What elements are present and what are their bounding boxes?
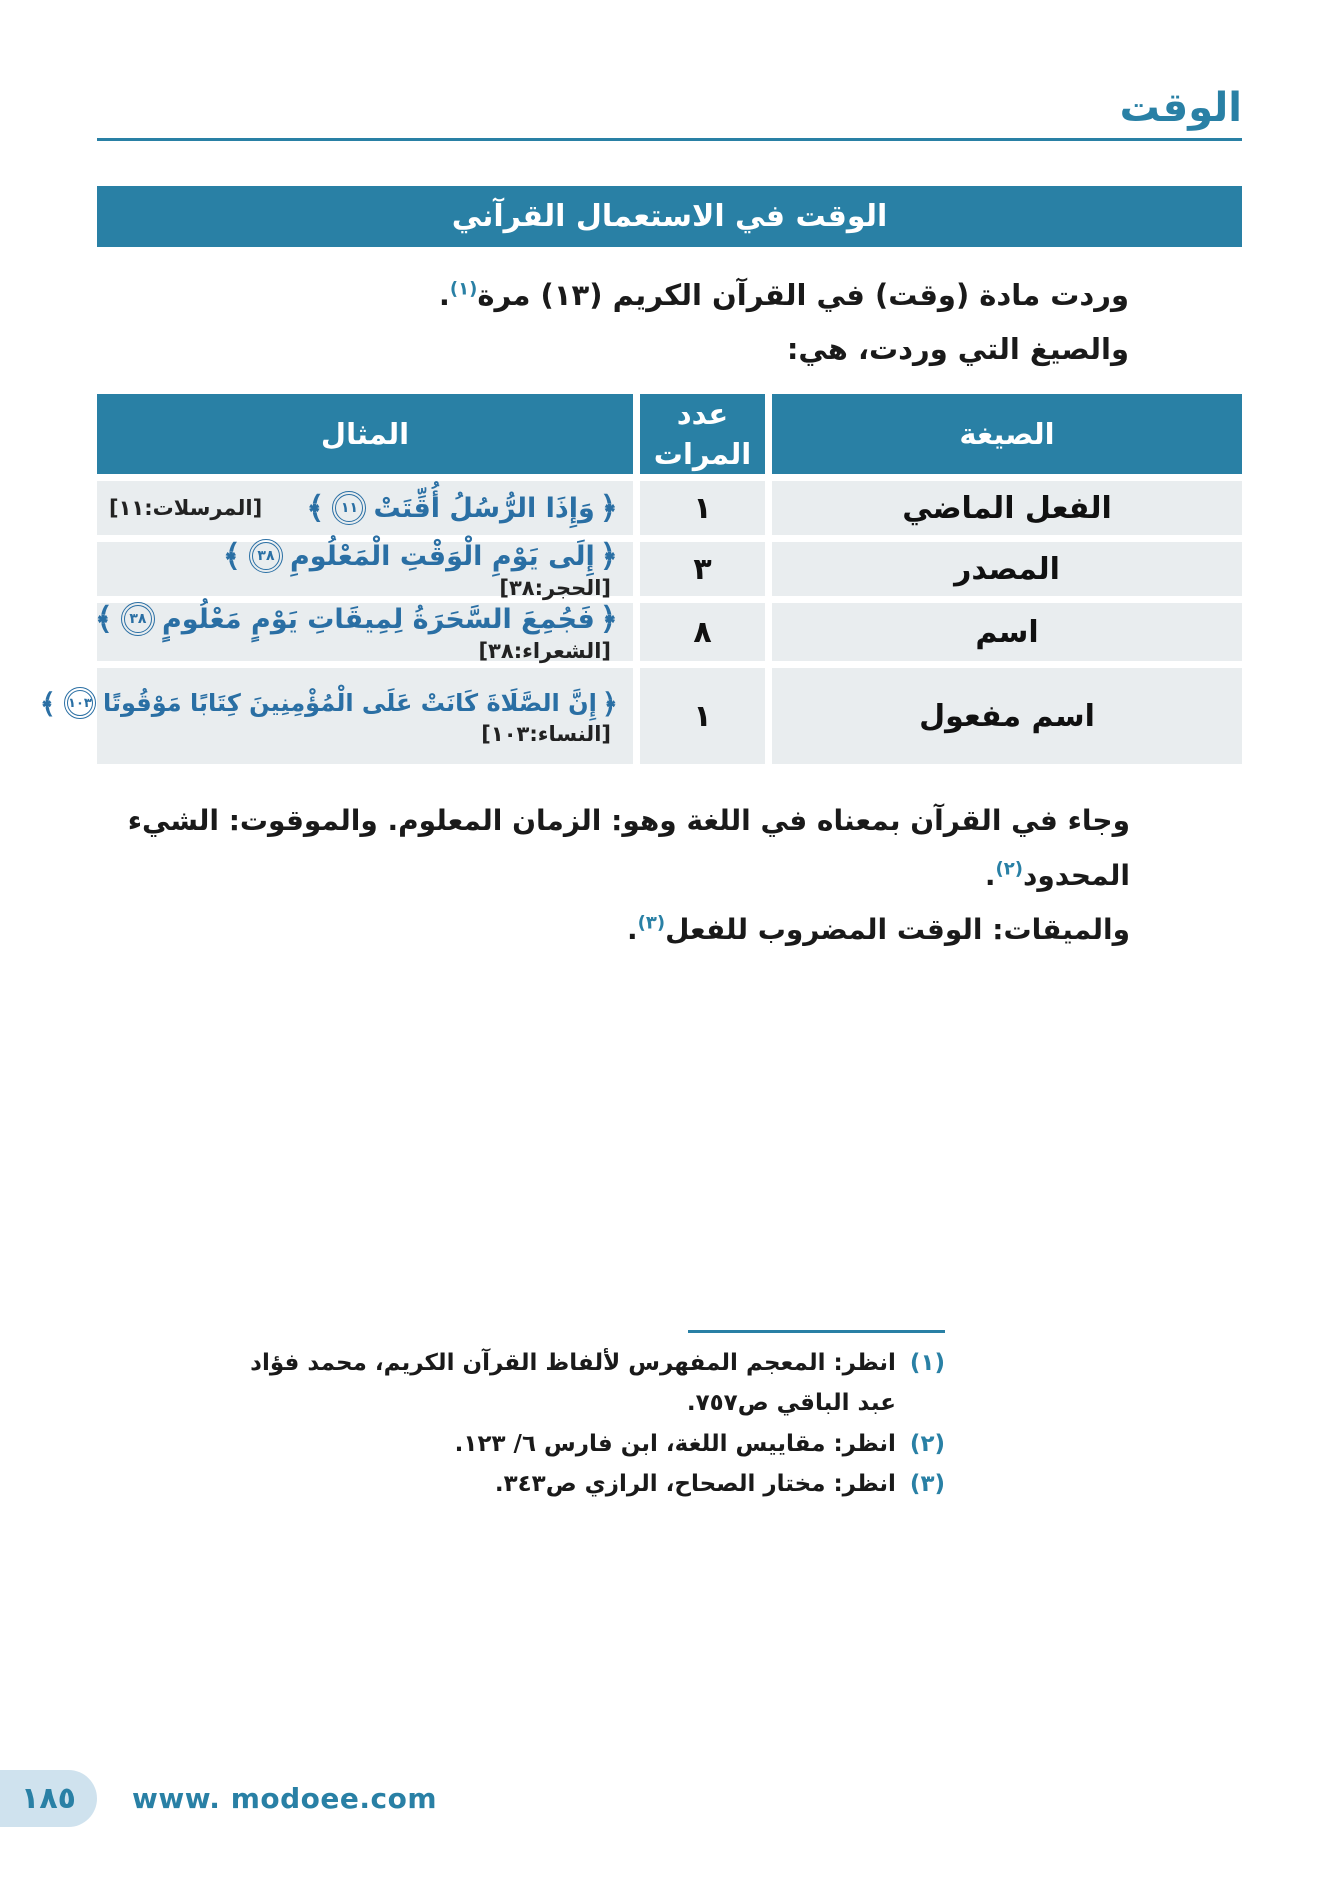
ornate-bracket-open-icon: ﴿: [599, 490, 618, 527]
closing-period-2: .: [626, 913, 638, 947]
example-cell: [97, 538, 633, 601]
footnote-number: (٣): [909, 1470, 945, 1497]
footnote-text: انظر: المعجم المفهرس لألفاظ القرآن الكريم، محمد فؤاد عبد الباقي ص٧٥٧.: [250, 1350, 896, 1417]
closing-paragraph: [97, 794, 1242, 958]
table-header-example: المثال: [97, 394, 633, 474]
verse-text: فَجُمِعَ السَّحَرَةُ لِمِيقَاتِ يَوْمٍ مَعْلُومٍ: [161, 603, 595, 635]
ornate-bracket-close-icon: ﴾: [39, 686, 56, 720]
footnote: [225, 1424, 945, 1464]
footnote-number: (١): [909, 1350, 945, 1376]
intro-period: .: [438, 278, 450, 312]
ayah-marker-icon: ١٠٣: [64, 687, 96, 719]
example-cell: [39, 668, 633, 764]
ornate-bracket-open-icon: ﴿: [599, 601, 618, 638]
page-number: ١٨٥: [21, 1781, 76, 1816]
form-cell: الفعل الماضي: [772, 481, 1242, 535]
footnote-marker-1: (١): [449, 278, 478, 300]
site-url[interactable]: www. modoee.com: [132, 1782, 438, 1815]
quran-verse: [220, 538, 621, 574]
ornate-bracket-open-icon: ﴿: [599, 538, 618, 575]
verse-reference: [النساء:١٠٣]: [481, 721, 611, 746]
ayah-marker-icon: ١١: [332, 491, 366, 525]
verse-text: إِلَى يَوْمِ الْوَقْتِ الْمَعْلُومِ: [289, 540, 595, 572]
footnote-number: (٢): [909, 1430, 945, 1457]
table-header-count: عدد المرات: [640, 394, 765, 474]
footnote-marker-2: (٢): [995, 858, 1023, 880]
quran-verse: [37, 687, 621, 720]
page-footer: [0, 1770, 437, 1827]
intro-line1: وردت مادة (وقت) في القرآن الكريم (١٣) مرة: [477, 278, 1129, 312]
footnotes: [225, 1330, 945, 1504]
form-cell: اسم مفعول: [772, 668, 1242, 764]
footnote-text: انظر: مختار الصحاح، الرازي ص٣٤٣.: [494, 1470, 896, 1497]
verse-text: إِنَّ الصَّلَاةَ كَانَتْ عَلَى الْمُؤْمِنِينَ كِتَابًا مَوْقُوتًا: [102, 689, 597, 718]
closing-line1: وجاء في القرآن بمعناه في اللغة وهو: الزمان المعلوم. والموقوت: الشيء المحدود: [127, 804, 1130, 892]
closing-line2: والميقات: الوقت المضروب للفعل: [665, 913, 1130, 947]
section-title-bar: [97, 186, 1242, 247]
footnote-marker-3: (٣): [637, 913, 666, 935]
footnote-text: انظر: مقاييس اللغة، ابن فارس ٦/ ١٢٣.: [454, 1430, 896, 1457]
count-cell: ٣: [640, 542, 765, 596]
example-cell: [94, 601, 633, 664]
count-cell: ١: [640, 481, 765, 535]
intro-line2: والصيغ التي وردت، هي:: [786, 331, 1129, 366]
footnote: [225, 1464, 945, 1504]
verse-reference: [الشعراء:٣٨]: [478, 639, 611, 664]
count-cell: ١: [640, 668, 765, 764]
form-cell: اسم: [772, 603, 1242, 661]
table-header-form: الصيغة: [772, 394, 1242, 474]
verse-text: وَإِذَا الرُّسُلُ أُقِّتَتْ: [373, 492, 595, 524]
ayah-marker-icon: ٣٨: [249, 539, 283, 573]
running-head: الوقت: [1119, 85, 1242, 131]
footnote: [225, 1343, 945, 1424]
quran-verse: [92, 601, 621, 637]
ornate-bracket-close-icon: ﴾: [94, 601, 113, 638]
example-cell: [97, 481, 633, 535]
forms-table: [39, 394, 1242, 764]
page-number-badge: [0, 1770, 97, 1827]
ornate-bracket-close-icon: ﴾: [222, 538, 241, 575]
ornate-bracket-open-icon: ﴿: [601, 686, 618, 720]
section-title: الوقت في الاستعمال القرآني: [451, 199, 888, 234]
closing-period-1: .: [984, 858, 996, 892]
ornate-bracket-close-icon: ﴾: [306, 490, 325, 527]
verse-reference: [المرسلات:١١]: [109, 496, 263, 521]
form-cell: المصدر: [772, 542, 1242, 596]
running-head-rule: [97, 86, 1242, 141]
ayah-marker-icon: ٣٨: [121, 602, 155, 636]
footnote-separator: [688, 1330, 945, 1333]
intro-paragraph: [97, 269, 1242, 376]
verse-reference: [الحجر:٣٨]: [499, 576, 611, 601]
count-cell: ٨: [640, 603, 765, 661]
quran-verse: [303, 490, 621, 526]
